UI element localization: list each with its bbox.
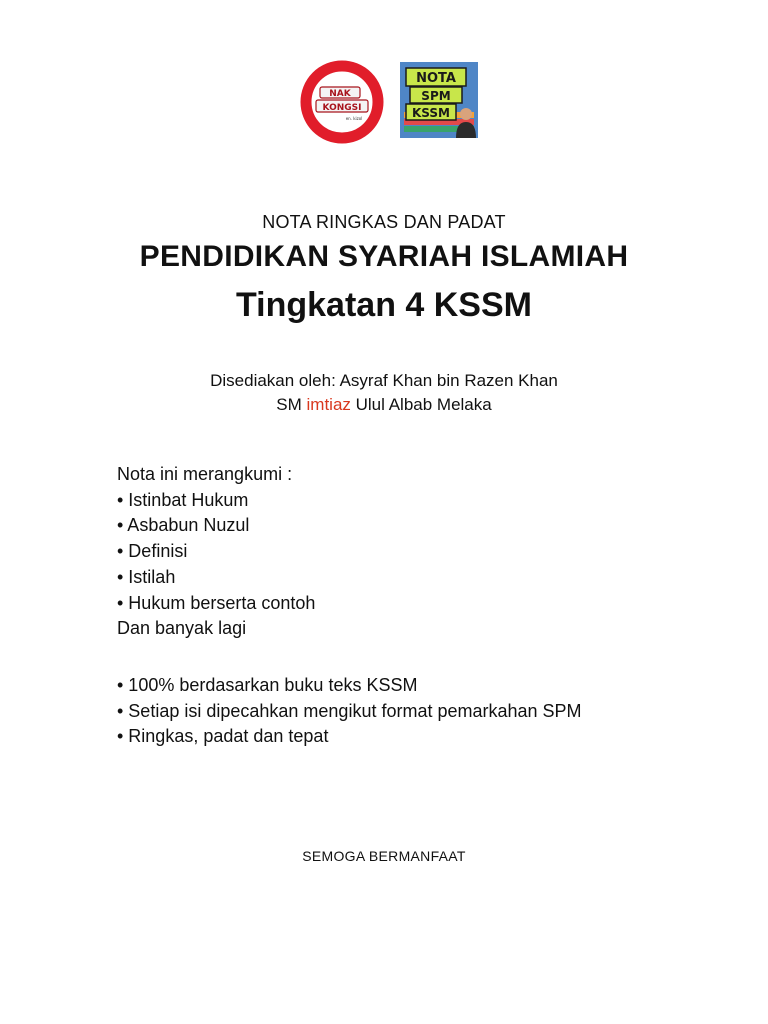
logo-text-line-2: KONGSI bbox=[322, 103, 362, 113]
cover-text-line-1: NOTA bbox=[416, 71, 456, 86]
school-prefix: SM bbox=[276, 395, 307, 414]
logo-small-text: en. kizol bbox=[345, 116, 363, 121]
person-head bbox=[460, 108, 472, 120]
author-block bbox=[0, 369, 768, 417]
logo-row bbox=[300, 60, 480, 140]
logo-text-line-1: NAK bbox=[329, 89, 351, 99]
cover-text-line-3: KSSM bbox=[412, 106, 450, 120]
prepared-by-line: Disediakan oleh: Asyraf Khan bin Razen Khan bbox=[210, 371, 558, 390]
nota-spm-kssm-logo bbox=[400, 62, 478, 138]
list-item: • Setiap isi dipecahkan mengikut format pemarkahan SPM bbox=[117, 700, 582, 721]
features-list bbox=[117, 673, 582, 750]
nak-kongsi-logo bbox=[300, 60, 384, 144]
list-item: • Definisi bbox=[117, 541, 188, 562]
grade-title: Tingkatan 4 KSSM bbox=[236, 286, 532, 324]
list-item: • Ringkas, padat dan tepat bbox=[117, 726, 329, 747]
school-accent: imtiaz bbox=[306, 395, 351, 414]
list-item: • Asbabun Nuzul bbox=[117, 515, 250, 536]
list-item: • Istilah bbox=[117, 566, 176, 587]
list-item: • Hukum berserta contoh bbox=[117, 592, 316, 613]
document-title: PENDIDIKAN SYARIAH ISLAMIAH bbox=[139, 240, 629, 273]
subtitle: NOTA RINGKAS DAN PADAT bbox=[262, 212, 506, 232]
school-suffix: Ulul Albab Melaka bbox=[350, 395, 492, 414]
cover-text-line-2: SPM bbox=[421, 89, 451, 103]
school-line bbox=[0, 393, 768, 417]
list-item: • 100% berdasarkan buku teks KSSM bbox=[117, 675, 418, 695]
summary-list bbox=[117, 462, 315, 642]
summary-intro: Nota ini merangkumi : bbox=[117, 464, 293, 484]
list-item: • Istinbat Hukum bbox=[117, 489, 249, 510]
summary-outro: Dan banyak lagi bbox=[117, 618, 247, 639]
footer-text: SEMOGA BERMANFAAT bbox=[302, 848, 466, 864]
